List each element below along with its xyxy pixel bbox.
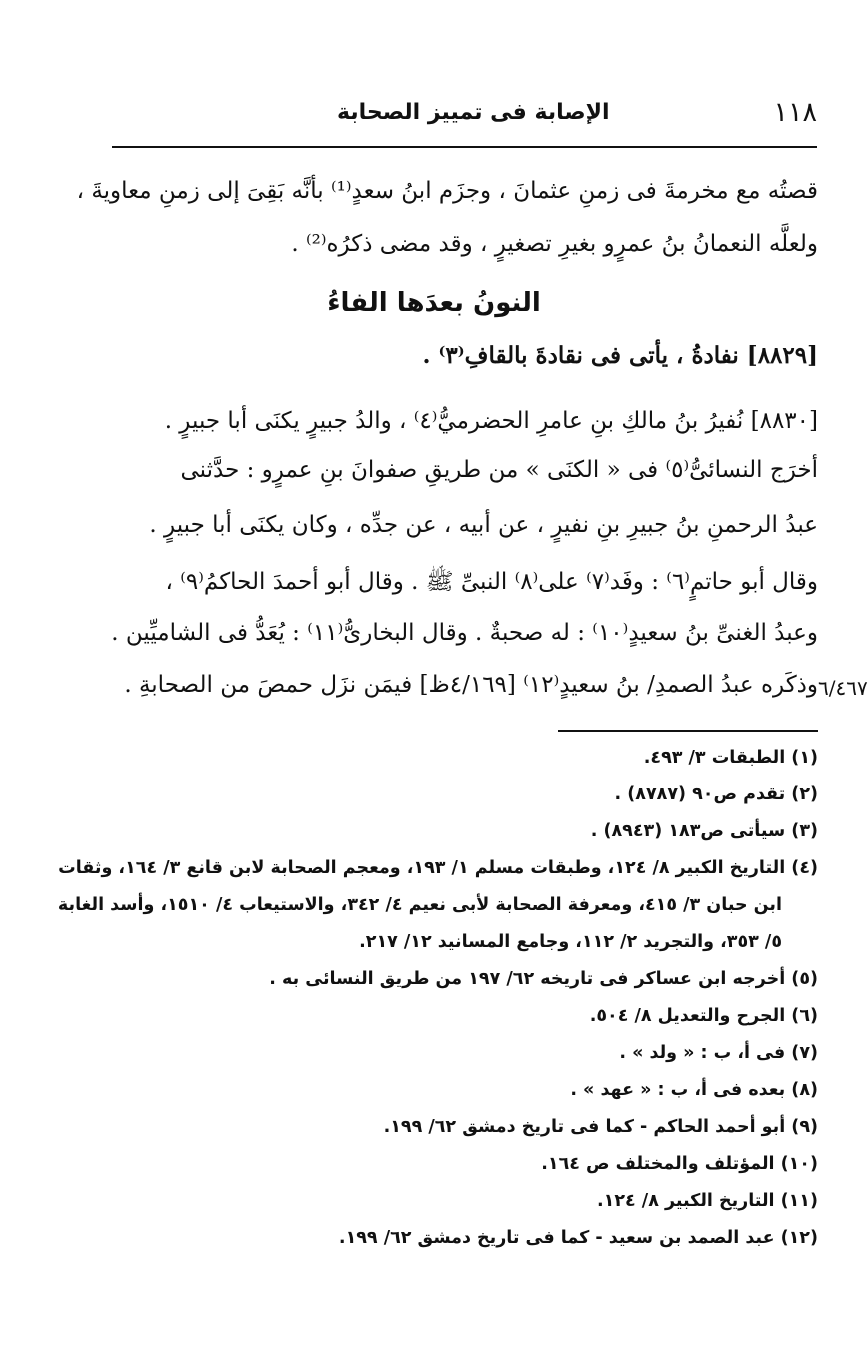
text-line: عبدُ الرحمنِ بنُ جبيرِ بنِ نفيرٍ ، عن أبيه ، عن جدِّه ، وكان يكنَى أبا جبيرٍ . [149, 512, 818, 538]
text-line: وذكَره عبدُ الصمدِ/ بنُ سعيدٍ⁽١٢⁾ [٤/١٦٩ظ] فيمَن نزَل حمصَ من الصحابةِ . [124, 672, 818, 698]
footnote: (٧) فى أ، ب : « ولد » . [619, 1043, 818, 1063]
text-line: وعبدُ الغنىِّ بنُ سعيدٍ⁽١٠⁾ : له صحبةٌ . وقال البخارىُّ⁽١١⁾ : يُعَدُّ فى الشاميِّين . [111, 620, 818, 646]
footnote: (٥) أخرجه ابن عساكر فى تاريخه ٦٢/ ١٩٧ من طريق النسائى به . [269, 969, 818, 989]
text-line: قصتُه مع مخرمةَ فى زمنِ عثمانَ ، وجزَم ابنُ سعدٍ⁽¹⁾ بأنَّه بَقِىَ إلى زمنِ معاويةَ ، [76, 178, 818, 204]
footnote: (١) الطبقات ٣/ ٤٩٣. [643, 748, 818, 768]
text-line: ولعلَّه النعمانُ بنُ عمرٍو بغيرِ تصغيرٍ ، وقد مضى ذكرُه⁽²⁾ . [291, 231, 818, 257]
footnote: (١١) التاريخ الكبير ٨/ ١٢٤. [597, 1191, 818, 1211]
page-number: ١١٨ [773, 96, 817, 128]
footnote: (٢) تقدم ص٩٠ (٨٧٨٧) . [614, 784, 818, 804]
running-title: الإصابة فى تمييز الصحابة [337, 99, 610, 125]
section-title: النونُ بعدَها الفاءُ [327, 288, 541, 318]
footnote-continuation: ٥/ ٣٥٣، والتجريد ٢/ ١١٢، وجامع المسانيد ١٢/ ٢١٧. [359, 932, 782, 952]
text-line: أخرَج النسائىُّ⁽٥⁾ فى « الكنَى » من طريقِ صفوانَ بنِ عمرٍو : حدَّثنى [180, 457, 818, 483]
footnote: (٦) الجرح والتعديل ٨/ ٥٠٤. [589, 1006, 818, 1026]
margin-volume-page: ٦/٤٦٧ [818, 676, 868, 700]
footnote-rule [558, 730, 818, 732]
footnote: (١٠) المؤتلف والمختلف ص ١٦٤. [541, 1154, 818, 1174]
footnote: (٩) أبو أحمد الحاكم - كما فى تاريخ دمشق ٦٢/ ١٩٩. [383, 1117, 818, 1137]
footnote: (٤) التاريخ الكبير ٨/ ١٢٤، وطبقات مسلم ١/ ١٩٣، ومعجم الصحابة لابن قانع ٣/ ١٦٤، وثقات [58, 858, 818, 878]
page-header [112, 92, 817, 132]
entry-nafada: [٨٨٢٩] نفادةُ ، يأتى فى نقادةَ بالقافِ⁽٣⁾ . [422, 342, 818, 369]
text-line: وقال أبو حاتمٍ⁽٦⁾ : وفَد⁽٧⁾ على⁽٨⁾ النبىِّ ﷺ . وقال أبو أحمدَ الحاكمُ⁽٩⁾ ، [165, 569, 818, 595]
entry-nufayr: [٨٨٣٠] نُفيرُ بنُ مالكِ بنِ عامرِ الحضرميُّ⁽٤⁾ ، والدُ جبيرٍ يكنَى أبا جبيرٍ . [164, 408, 818, 434]
header-rule [112, 146, 817, 148]
footnote-continuation: ابن حبان ٣/ ٤١٥، ومعرفة الصحابة لأبى نعيم ٤/ ٣٤٢، والاستيعاب ٤/ ١٥١٠، وأسد الغابة [57, 895, 782, 915]
footnote: (١٢) عبد الصمد بن سعيد - كما فى تاريخ دمشق ٦٢/ ١٩٩. [338, 1228, 818, 1248]
footnote: (٣) سيأتى ص١٨٣ (٨٩٤٣) . [590, 821, 818, 841]
footnote: (٨) بعده فى أ، ب : « عهد » . [570, 1080, 818, 1100]
